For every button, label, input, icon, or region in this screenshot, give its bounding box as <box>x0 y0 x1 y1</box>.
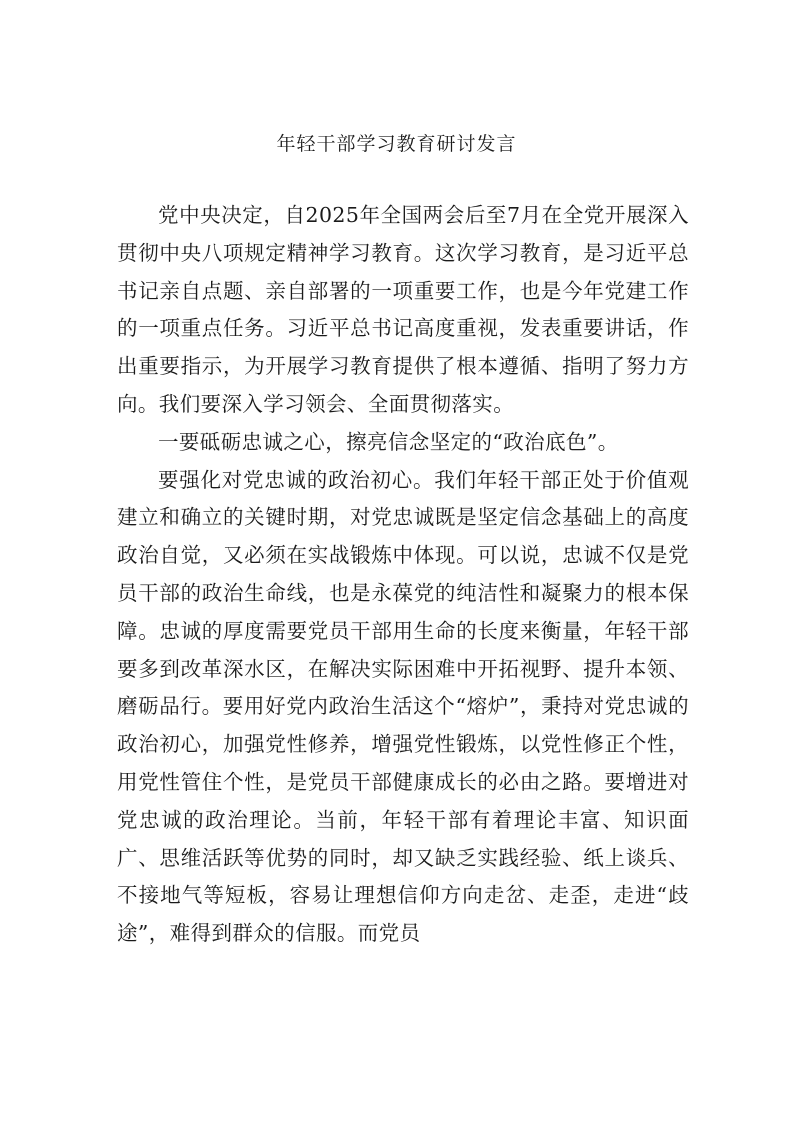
paragraph-loyalty-body: 要强化对党忠诚的政治初心。我们年轻干部正处于价值观建立和确立的关键时期，对党忠诚既是坚定信念基础上的高度政治自觉，又必须在实战锻炼中体现。可以说，忠诚不仅是党员干部的政治生命线，也是永葆党的纯洁性和凝聚力的根本保障。忠诚的厚度需要党员干部用生命的长度来衡量，年轻干部要多到改革深水区，在解决实际困难中开拓视野、提升本领、磨砺品行。要用好党内政治生活这个“熔炉”，秉持对党忠诚的政治初心，加强党性修养，增强党性锻炼，以党性修正个性，用党性管住个性，是党员干部健康成长的必由之路。要增进对党忠诚的政治理论。当前，年轻干部有着理论丰富、知识面广、思维活跃等优势的同时，却又缺乏实践经验、纸上谈兵、不接地气等短板，容易让理想信仰方向走岔、走歪，走进“歧途”，难得到群众的信服。而党员 <box>117 467 689 946</box>
paragraph-intro: 党中央决定，自2025年全国两会后至7月在全党开展深入贯彻中央八项规定精神学习教育。这次学习教育，是习近平总书记亲自点题、亲自部署的一项重要工作，也是今年党建工作的一项重点任务。习近平总书记高度重视，发表重要讲话，作出重要指示，为开展学习教育提供了根本遵循、指明了努力方向。我们要深入学习领会、全面贯彻落实。 <box>117 203 689 416</box>
document-title: 年轻干部学习教育研讨发言 <box>276 133 517 155</box>
paragraph-heading-loyalty: 一要砥砺忠诚之心，擦亮信念坚定的“政治底色”。 <box>158 429 619 454</box>
document-body <box>117 197 689 953</box>
